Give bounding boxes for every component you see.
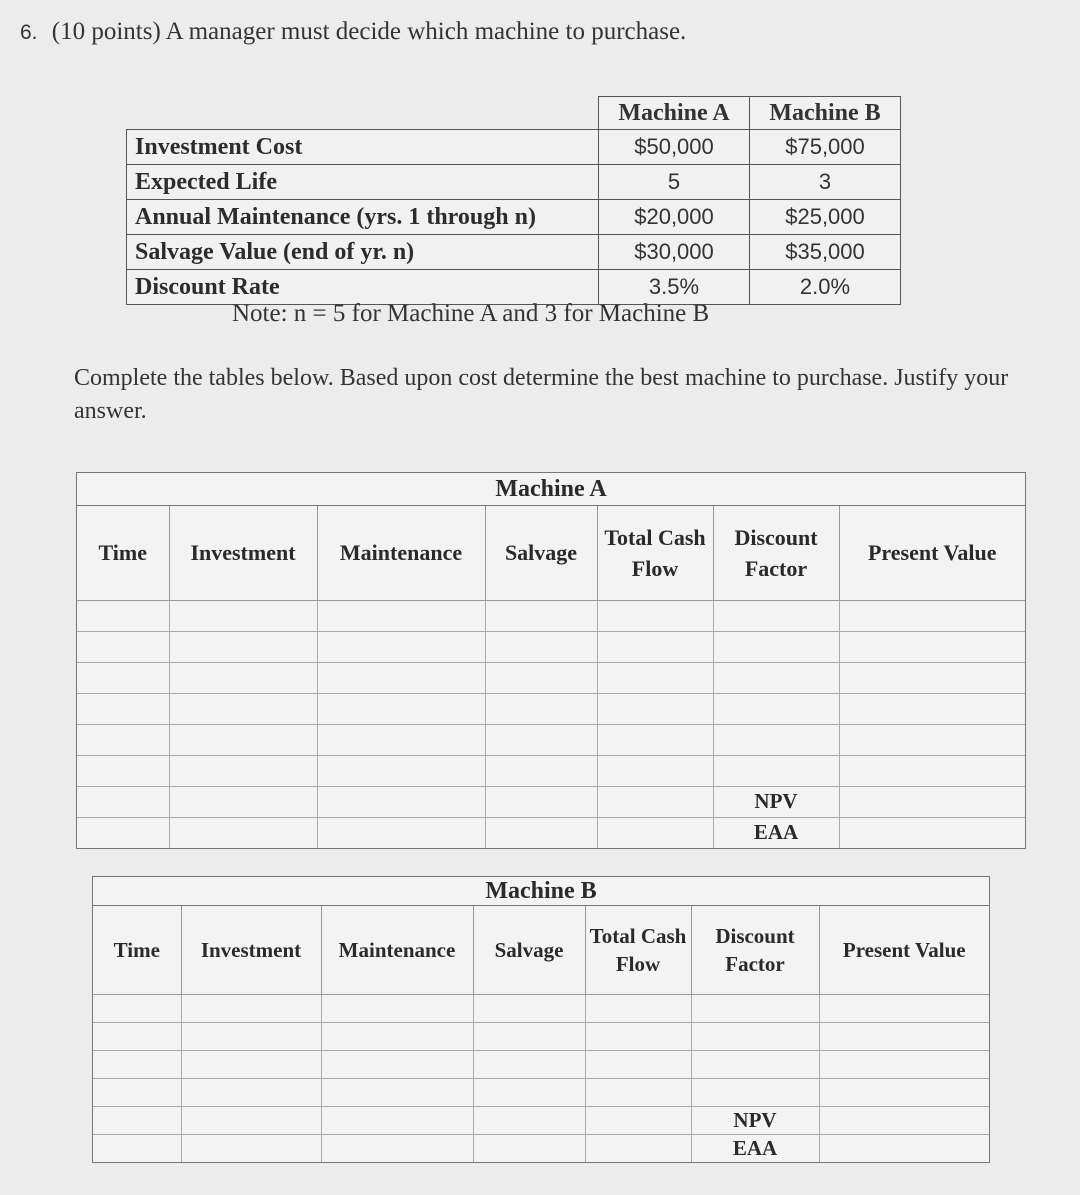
header-maintenance: Maintenance bbox=[317, 506, 485, 600]
table-cell[interactable] bbox=[839, 662, 1025, 693]
table-cell[interactable] bbox=[585, 1106, 691, 1134]
table-row bbox=[93, 994, 989, 1022]
table-row bbox=[77, 693, 1025, 724]
row-salvage-value bbox=[127, 235, 901, 270]
table-cell[interactable] bbox=[839, 755, 1025, 786]
table-cell[interactable] bbox=[77, 817, 169, 848]
machine-b-value: $25,000 bbox=[750, 200, 901, 235]
table-cell[interactable] bbox=[819, 994, 989, 1022]
table-cell[interactable] bbox=[317, 755, 485, 786]
header-maintenance: Maintenance bbox=[321, 906, 473, 994]
table-cell[interactable] bbox=[473, 1078, 585, 1106]
table-cell[interactable] bbox=[585, 1050, 691, 1078]
row-label: Discount Rate bbox=[127, 270, 599, 305]
table-cell[interactable] bbox=[839, 693, 1025, 724]
eaa-value-cell[interactable] bbox=[839, 817, 1025, 848]
table-cell[interactable] bbox=[713, 693, 839, 724]
table-cell[interactable] bbox=[597, 786, 713, 817]
machine-b-value: 2.0% bbox=[750, 270, 901, 305]
npv-row bbox=[93, 1106, 989, 1134]
row-label: Expected Life bbox=[127, 165, 599, 200]
table-cell[interactable] bbox=[321, 1050, 473, 1078]
table-cell[interactable] bbox=[321, 1134, 473, 1162]
npv-value-cell[interactable] bbox=[819, 1106, 989, 1134]
header-investment: Investment bbox=[181, 906, 321, 994]
table-cell[interactable] bbox=[691, 994, 819, 1022]
npv-row bbox=[77, 786, 1025, 817]
header-present-value: Present Value bbox=[839, 506, 1025, 600]
table-row bbox=[77, 724, 1025, 755]
row-annual-maintenance bbox=[127, 200, 901, 235]
table-cell[interactable] bbox=[77, 600, 169, 631]
table-cell[interactable] bbox=[473, 994, 585, 1022]
machine-b-table bbox=[93, 906, 989, 1162]
eaa-row bbox=[93, 1134, 989, 1162]
table-cell[interactable] bbox=[585, 1134, 691, 1162]
table-cell[interactable] bbox=[93, 1078, 181, 1106]
table-cell[interactable] bbox=[485, 724, 597, 755]
table-cell[interactable] bbox=[77, 631, 169, 662]
machine-a-value: $50,000 bbox=[599, 130, 750, 165]
table-row bbox=[77, 755, 1025, 786]
table-row bbox=[93, 1022, 989, 1050]
header-discount-factor: Discount Factor bbox=[713, 506, 839, 600]
header-investment: Investment bbox=[169, 506, 317, 600]
table-cell[interactable] bbox=[317, 786, 485, 817]
corner-cell bbox=[127, 97, 599, 130]
table-cell[interactable] bbox=[819, 1050, 989, 1078]
table-cell[interactable] bbox=[473, 1106, 585, 1134]
table-cell[interactable] bbox=[597, 600, 713, 631]
row-label: Annual Maintenance (yrs. 1 through n) bbox=[127, 200, 599, 235]
header-time: Time bbox=[77, 506, 169, 600]
table-row bbox=[93, 1078, 989, 1106]
table-cell[interactable] bbox=[713, 631, 839, 662]
table-cell[interactable] bbox=[485, 693, 597, 724]
table-cell[interactable] bbox=[321, 1022, 473, 1050]
table-cell[interactable] bbox=[77, 662, 169, 693]
table-cell[interactable] bbox=[597, 631, 713, 662]
header-total-cash-flow: Total Cash Flow bbox=[585, 906, 691, 994]
table-row bbox=[77, 662, 1025, 693]
table-cell[interactable] bbox=[819, 1022, 989, 1050]
header-salvage: Salvage bbox=[485, 506, 597, 600]
table-row bbox=[77, 631, 1025, 662]
row-label: Investment Cost bbox=[127, 130, 599, 165]
question-heading bbox=[20, 18, 686, 46]
table-cell[interactable] bbox=[485, 662, 597, 693]
table-cell[interactable] bbox=[77, 693, 169, 724]
question-number: 6. bbox=[20, 21, 38, 44]
eaa-label: EAA bbox=[713, 817, 839, 848]
table-cell[interactable] bbox=[585, 994, 691, 1022]
table-cell[interactable] bbox=[317, 693, 485, 724]
table-cell[interactable] bbox=[713, 600, 839, 631]
machine-a-worksheet bbox=[76, 472, 1026, 849]
header-salvage: Salvage bbox=[473, 906, 585, 994]
machine-a-value: 3.5% bbox=[599, 270, 750, 305]
table-cell[interactable] bbox=[691, 1050, 819, 1078]
instructions-text: Complete the tables below. Based upon cost determine the best machine to purchase. Justify your answer. bbox=[74, 365, 1009, 424]
table-cell[interactable] bbox=[93, 1022, 181, 1050]
table-cell[interactable] bbox=[321, 1078, 473, 1106]
row-label: Salvage Value (end of yr. n) bbox=[127, 235, 599, 270]
table-cell[interactable] bbox=[317, 600, 485, 631]
table-cell[interactable] bbox=[691, 1022, 819, 1050]
machine-b-worksheet bbox=[92, 876, 990, 1163]
table-cell[interactable] bbox=[317, 724, 485, 755]
table-cell[interactable] bbox=[839, 600, 1025, 631]
table-cell[interactable] bbox=[485, 600, 597, 631]
table-cell[interactable] bbox=[585, 1022, 691, 1050]
table-cell[interactable] bbox=[169, 662, 317, 693]
eaa-label: EAA bbox=[691, 1134, 819, 1162]
note-text: Note: n = 5 for Machine A and 3 for Machine B bbox=[232, 300, 710, 327]
table-cell[interactable] bbox=[713, 755, 839, 786]
table-cell[interactable] bbox=[713, 724, 839, 755]
row-investment-cost bbox=[127, 130, 901, 165]
table-row bbox=[77, 600, 1025, 631]
table-cell[interactable] bbox=[77, 724, 169, 755]
header-total-cash-flow: Total Cash Flow bbox=[597, 506, 713, 600]
machine-b-title: Machine B bbox=[93, 877, 989, 906]
table-cell[interactable] bbox=[585, 1078, 691, 1106]
machine-b-value: $35,000 bbox=[750, 235, 901, 270]
table-cell[interactable] bbox=[181, 1022, 321, 1050]
question-text: (10 points) A manager must decide which machine to purchase. bbox=[51, 18, 687, 45]
table-cell[interactable] bbox=[317, 817, 485, 848]
machine-b-value: 3 bbox=[750, 165, 901, 200]
table-cell[interactable] bbox=[473, 1134, 585, 1162]
table-cell[interactable] bbox=[713, 662, 839, 693]
table-cell[interactable] bbox=[839, 631, 1025, 662]
machine-a-value: 5 bbox=[599, 165, 750, 200]
table-cell[interactable] bbox=[597, 817, 713, 848]
machine-a-value: $30,000 bbox=[599, 235, 750, 270]
header-present-value: Present Value bbox=[819, 906, 989, 994]
table-cell[interactable] bbox=[77, 786, 169, 817]
machine-a-table bbox=[77, 506, 1025, 848]
table-cell[interactable] bbox=[169, 755, 317, 786]
col-header-machine-a: Machine A bbox=[599, 97, 750, 130]
table-row bbox=[93, 1050, 989, 1078]
table-cell[interactable] bbox=[321, 994, 473, 1022]
eaa-row bbox=[77, 817, 1025, 848]
npv-label: NPV bbox=[691, 1106, 819, 1134]
machine-a-title: Machine A bbox=[77, 473, 1025, 506]
table-cell[interactable] bbox=[169, 817, 317, 848]
npv-label: NPV bbox=[713, 786, 839, 817]
table-cell[interactable] bbox=[597, 662, 713, 693]
table-cell[interactable] bbox=[691, 1078, 819, 1106]
table-cell[interactable] bbox=[597, 755, 713, 786]
table-cell[interactable] bbox=[473, 1050, 585, 1078]
table-cell[interactable] bbox=[317, 662, 485, 693]
npv-value-cell[interactable] bbox=[839, 786, 1025, 817]
table-cell[interactable] bbox=[169, 724, 317, 755]
table-cell[interactable] bbox=[181, 1078, 321, 1106]
table-cell[interactable] bbox=[181, 1106, 321, 1134]
table-cell[interactable] bbox=[819, 1078, 989, 1106]
table-cell[interactable] bbox=[485, 631, 597, 662]
table-cell[interactable] bbox=[473, 1022, 585, 1050]
col-header-machine-b: Machine B bbox=[750, 97, 901, 130]
machine-a-value: $20,000 bbox=[599, 200, 750, 235]
table-cell[interactable] bbox=[181, 994, 321, 1022]
table-cell[interactable] bbox=[839, 724, 1025, 755]
table-cell[interactable] bbox=[597, 693, 713, 724]
table-cell[interactable] bbox=[169, 786, 317, 817]
table-cell[interactable] bbox=[93, 1106, 181, 1134]
table-cell[interactable] bbox=[169, 693, 317, 724]
table-cell[interactable] bbox=[181, 1134, 321, 1162]
table-cell[interactable] bbox=[485, 786, 597, 817]
table-cell[interactable] bbox=[181, 1050, 321, 1078]
machine-b-value: $75,000 bbox=[750, 130, 901, 165]
table-cell[interactable] bbox=[77, 755, 169, 786]
table-cell[interactable] bbox=[317, 631, 485, 662]
header-discount-factor: Discount Factor bbox=[691, 906, 819, 994]
table-cell[interactable] bbox=[485, 755, 597, 786]
table-cell[interactable] bbox=[169, 631, 317, 662]
table-cell[interactable] bbox=[485, 817, 597, 848]
eaa-value-cell[interactable] bbox=[819, 1134, 989, 1162]
table-cell[interactable] bbox=[321, 1106, 473, 1134]
header-time: Time bbox=[93, 906, 181, 994]
row-expected-life bbox=[127, 165, 901, 200]
table-cell[interactable] bbox=[93, 1134, 181, 1162]
table-cell[interactable] bbox=[597, 724, 713, 755]
table-cell[interactable] bbox=[93, 994, 181, 1022]
table-cell[interactable] bbox=[93, 1050, 181, 1078]
given-data-table bbox=[126, 96, 901, 305]
table-cell[interactable] bbox=[169, 600, 317, 631]
